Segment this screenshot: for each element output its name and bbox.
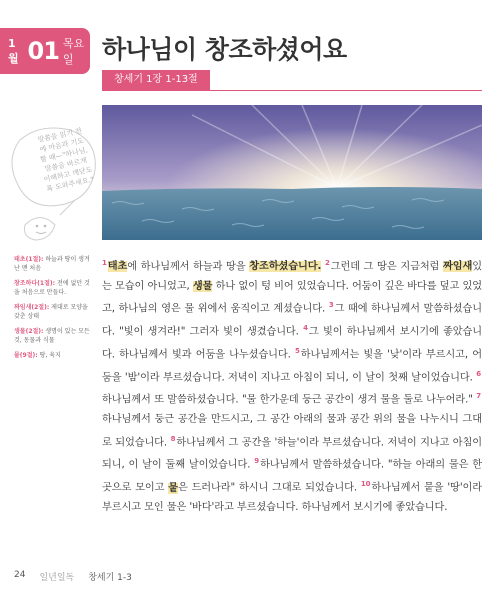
title-underline [102,90,482,91]
glossary-item: 창조하다(1절): 전에 없던 것을 처음으로 만들다. [14,280,90,296]
verse-number: 6 [476,369,481,378]
glossary [14,255,94,366]
scripture-reference: 창세기 1장 1-13절 [102,70,210,90]
glossary-item: 뭍(9절): 땅, 육지 [14,352,61,359]
verse-number: 1 [102,259,107,267]
scripture-text: $^1$태초에 하나님께서 하늘과 땅을 창조하셨습니다. $^2$그런데 그 땅은 지금처럼 짜임새있는 모습이 아니었고, 생물 하나 없이 텅 비어 있었습니다. 어둠이 깊은 바다를 덮고 있었고, 하나님의 영은 물 위에서 움직이고 계셨습니다. $^3$그 때에 하나님께서 말씀하셨습니다. "빛이 생겨라!" 그러자 빛이 생겼습니다. $^4$그 빛이 하나님께서 보시기에 좋았습니다. 하나님께서 빛과 어둠을 나누셨습니다. $^5$하나님께서는 빛을 '낮'이라 부르시고, 어둠을 '밤'이라 부르셨습니다. 저녁이 지나고 아침이 되니, 이 날이 첫째 날이었습니다. $^6$하나님께서 또 말씀하셨습니다. "물 한가운데 둥근 공간이 생겨 물을 둘로 나누어라." $^7$하나님께서 둥근 공간을 만드시고, 그 공간 아래의 물과 공간 위의 물을 나누시니 그대로 되었습니다. $^8$하나님께서 그 공간을 '하늘'이라 부르셨습니다. 저녁이 지나고 아침이 되니, 이 날이 둘째 날이었습니다. $^9$하나님께서 말씀하셨습니다. "하늘 아래의 물은 한 곳으로 모이고 뭍은 드러나라" 하시니 그대로 되었습니다. $^{10}$하나님께서 뭍을 '땅'이라 부르시고 모인 물은 '바다'라고 부르셨습니다. 하나님께서 보시기에 좋았습니다. [102,259,483,513]
highlighted-word: 뭍 [168,482,178,494]
glossary-item: 짜임새(2절): 제대로 모양을 갖춘 상태 [14,304,88,320]
verse-number: 3 [328,301,334,310]
book-label: 일년일독 [39,573,75,583]
verse-number: 4 [303,324,308,332]
chapter-label: 창세기 1-3 [88,573,132,583]
highlighted-word: 창조하셨습니다. [249,261,322,273]
date-badge [0,28,90,74]
verse-number: 2 [324,259,330,267]
verse-number: 9 [254,457,260,466]
highlighted-word: 태초 [107,261,128,273]
page-number: 24 [14,570,26,580]
glossary-item: 태초(1절): 하늘과 땅이 생겨난 맨 처음 [14,256,90,272]
verse-number: 8 [170,434,176,443]
verse-number: 5 [294,346,300,355]
verse-number: 10 [360,480,371,489]
glossary-item: 생물(2절): 생명이 있는 모든 것, 동물과 식물 [14,328,90,344]
prayer-note: 말씀을 읽기 전에 마음과 기도할 때—"하나님, 말씀을 바르게 이해하고 깨닫도록 도와주세요." [36,126,95,194]
day-number: 01 [27,37,59,65]
highlighted-word: 짜임새 [443,261,473,273]
verse-number: 7 [476,392,482,401]
highlighted-word: 생물 [192,280,213,292]
month-label: 1월 [8,36,19,65]
page-title: 하나님이 창조하셨어요 [102,35,347,64]
weekday-label: 목요일 [62,37,85,66]
creation-illustration [102,105,482,240]
page-footer [14,570,132,583]
